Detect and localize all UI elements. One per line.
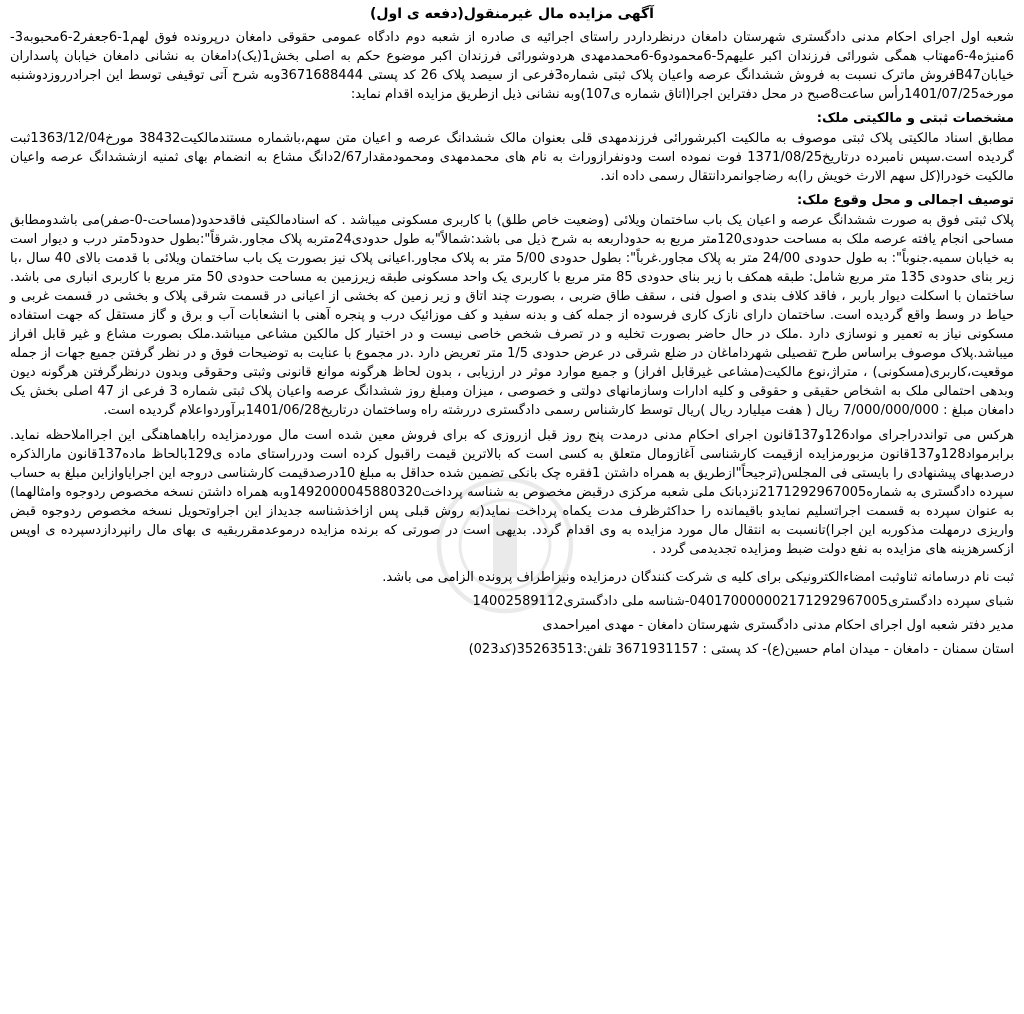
registration-details-heading: مشخصات ثبتی و مالکیتی ملک: [816, 111, 1014, 126]
manager-line: مدیر دفتر شعبه اول اجرای احکام مدنی دادگستری شهرستان دامغان - مهدی امیراحمدی [542, 618, 1014, 633]
iban-line: شبای سپرده دادگستری040170000002171292967005-شناسه ملی دادگستری14002589112 [472, 594, 1014, 609]
registration-note: ثبت نام درسامانه ثناوثبت امضاءالکترونیکی برای کلیه ی شرکت کنندگان درمزایده ونیزاطراف پرونده الزامی می باشد. [382, 570, 1014, 585]
property-description-heading: توصیف اجمالی و محل وقوع ملک: [796, 193, 1014, 208]
registration-details-paragraph: مطابق اسناد مالکیتی پلاک ثبتی موصوف به مالکیت اکبرشورائی فرزندمهدی قلی بعنوان مالک ششدانگ عرصه و اعیان متن سهم،باشماره مستندمالکیت38432 مورخ1363/12/04ثبت گردیده است.سپس نامبرده درتاریخ1371/08/25 فوت نموده است ودونفرازوراث به نام های محمدمهدی ومحمودمقدار2/67دانگ مشاع به انضمام بهای ثمنیه ازششدانگ عرصه واعیان مالکیت خودرا(کل سهم الارث خویش را)به رضاجوانمردانتقال رسمی داده اند. [10, 131, 1014, 184]
address-line: استان سمنان - دامغان - میدان امام حسین(ع)- کد پستی : 3671931157 تلفن:35263513(کد023) [468, 642, 1014, 657]
notice-title: آگهی مزایده مال غیرمنقول(دفعه ی اول) [370, 6, 654, 22]
auction-terms-paragraph: هرکس می توانددراجرای مواد126و137قانون اجرای احکام مدنی درمدت پنج روز قبل ازروزی که برای فروش معین شده است مال موردمزایده راباهماهنگی این اجرااملاحظه نماید. برابرمواد128و137قانون مزبورمزایده ازقیمت کارشناسی آغازومال متعلق به کسی است که بالاترین قیمت راقبول کرده است ودرراستای ماده ی129بالحاظ ماده137قانون مارالذکره درصدبهای پیشنهادی را بایستی فی المجلس(ترجیحاً"ازطریق به همراه داشتن 1فقره چک بانکی تضمین شده حداقل به مبلغ 10درصدقیمت کارشناسی دروجه این اجرایاوازاین مبلغ به حساب سپرده دادگستری به شماره2171292967005نزدبانک ملی شعبه مرکزی درقبض مخصوص به شناسه پرداخت1492000045880320وبه همراه داشتن نسخه مخصوص ردوجوه وامثالهما) به عنوان سپرده به قسمت اجراتسلیم نمایدو باقیمانده را حداکثرظرف مدت یکماه پرداخت نماید(به روش قبلی پس ازاخذشناسه جدیداز این اجراوتحویل نسخه مخصوص ردوجوه قبض واریزی درمهلت مذکوربه این اجرا)تانسبت به انتقال مال مورد مزایده به وی اقدام گردد. بدیهی است در صورتی که برنده مزایده درموعدمقرربقیه ی بهای مال رانپردازدسپرده ی اوپس ازکسرهزینه های مزایده به نفع دولت ضبط ومزایده تجدیدمی گردد . [10, 428, 1015, 557]
property-description-paragraph: پلاک ثبتی فوق به صورت ششدانگ عرصه و اعیان یک باب ساختمان ویلائی (وضعیت خاص طلق) با کاربری مسکونی میباشد . که اسنادمالکیتی فاقدحدود(مساحت-0-صفر)می باشدومطابق مساحی انجام یافته عرصه ملک به مساحت حدودی120متر مربع به حدوداربعه به شرح ذیل می باشد:شمالاً"به طول حدودی24متربه پلاک مجاور.شرقاً":بطول حدود5متر درب و دیوار است به خیابان سمیه.جنوباً": به طول حدودی 24/00 متر به پلاک مجاور.غرباً": بطول حدودی 5/00 متر به پلاک مجاور.اعیانی پلاک نیز بصورت یک باب ساختمان ویلائی با قدمت بالای 40 سال ،با زیر بنای حدودی 135 متر مربع شامل: طبقه همکف با زیر بنای حدودی 85 متر مربع با کاربری یک واحد مسکونی طبقه زیرزمین به مساحت حدودی 50 متر مربع با کاربری انباری می باشد. ساختمان با اسکلت دیوار باربر ، فاقد کلاف بندی و اصول فنی ، سقف طاق ضربی ، بصورت چند اتاق و زیر زمین که بخشی از اعیانی در قسمت شرقی پلاک و بخشی در قسمت غربی و حیاط در وسط واقع گردیده است. ساختمان دارای نازک کاری فرسوده از جمله کف و بدنه سفید و کف موزائیک درب و پنجره آهنی با انشعابات آب و برق و گاز مستقل که جهت استفاده مسکونی نیاز به تعمیر و نوسازی دارد .ملک در حال حاضر بصورت تخلیه و در تصرف شخص خاصی نیست و در اختیار کل مالکین مشاعی میباشد.ملک بصورت مشاع و غیر قابل افراز میباشد.پلاک موصوف براساس طرح تفصیلی شهرداماغان در ضلع شرقی در عرض حدودی 1/5 متر تعریض دارد .در مجموع با عنایت به توضیحات فوق و در نظر گرفتن جمیع جهات از جمله موقعیت،کاربری(مسکونی) ، متراژ،نوع مالکیت(مشاعی غیرقابل افراز) و جمیع موارد موثر در ارزیابی ، بدون لحاظ هرگونه موانع قانونی وثبتی وحقوقی وبدون درنظرگرفتن هرگونه دیون وبدهی احتمالی ملک به اشخاص حقیقی و حقوقی و کلیه ادارات وسازمانهای دولتی و خصوصی ، میزان ومبلغ روز ششدانگ عرصه واعیان پلاک ثبتی شماره 3 فرعی از 47 اصلی بخش یک دامغان مبلغ : 7/000/000/000 ریال ( هفت میلیارد ریال )ریال توسط کارشناس رسمی دادگستری دررشته راه وساختمان درتاریخ1401/06/28برآوردواعلام گردیده است. [10, 213, 1015, 418]
intro-paragraph: شعبه اول اجرای احکام مدنی دادگستری شهرستان دامغان درنظرداردر راستای اجرائیه ی صادره از شعبه دوم دادگاه عمومی حقوقی دامغان درپرونده فوق لهم1-6جعفر2-6محبوبه3-6منیژه4-6مهتاب همگی شورائی فرزندان اکبر علیهم5-6محمودو6-6محمدمهدی هردوشورائی فرزندان اکبر موضوع حکم به اصلی بخش1(یک)دامغان به نشانی دامغان خیابان پاسداران خیابانB47فروش ماترک نسبت به فروش ششدانگ عرصه واعیان پلاک ثبتی شماره3فرعی از سیصد پلاک 26 کد پستی 3671688444وبه شرح آتی توقیفی توسط این اجرادرروزدوشنبه مورخه1401/07/25رأس ساعت8صبح در محل دفتراین اجرا(اتاق شماره ی107)وبه نشانی ذیل ازطریق مزایده اقدام نماید: [10, 30, 1015, 102]
